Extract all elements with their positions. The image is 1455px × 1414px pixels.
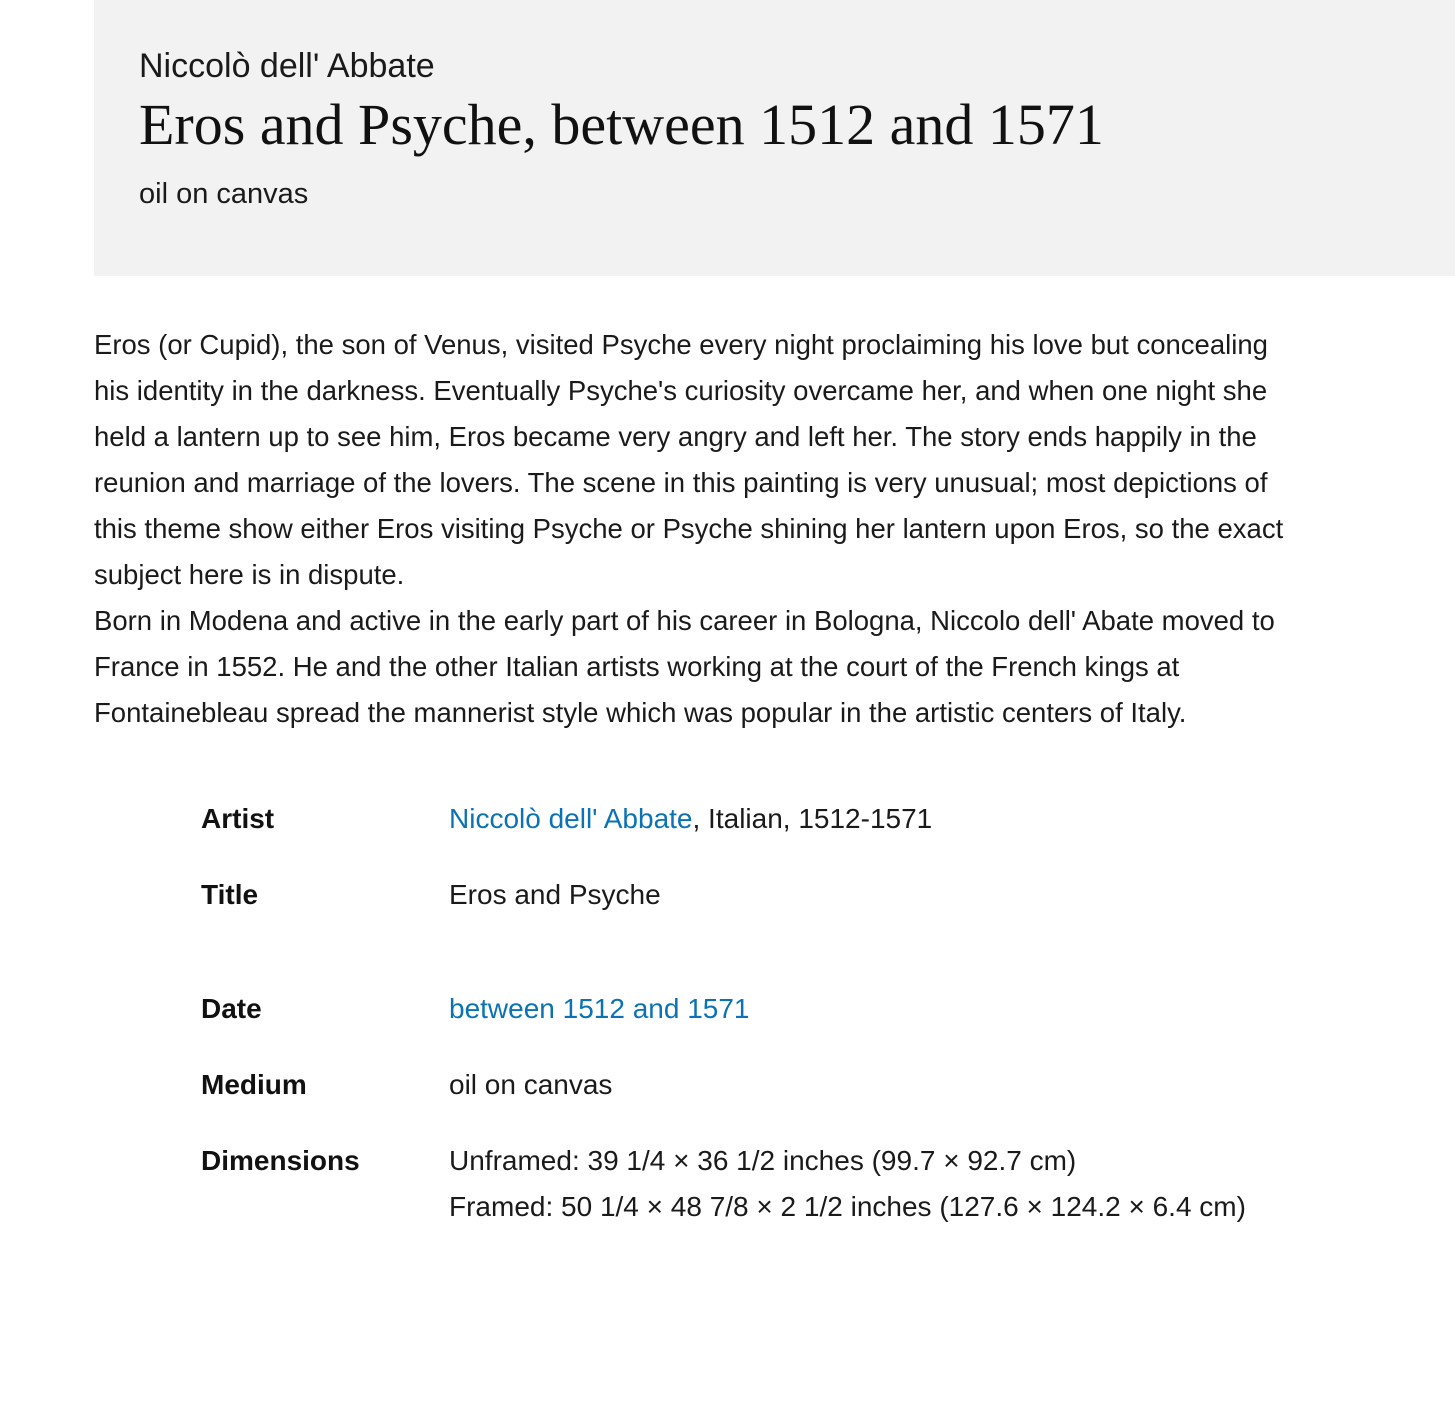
details-row-date: [201, 986, 1301, 1032]
details-row-artist: [201, 796, 1301, 842]
header-artist-name: Niccolò dell' Abbate: [139, 47, 435, 85]
title-value: Eros and Psyche: [449, 879, 661, 910]
artwork-description: [94, 322, 1304, 736]
date-value: [449, 986, 1301, 1032]
dimensions-framed: Framed: 50 1/4 × 48 7/8 × 2 1/2 inches (127.6 × 124.2 × 6.4 cm): [449, 1191, 1246, 1222]
date-label: Date: [201, 993, 262, 1024]
dimensions-label: Dimensions: [201, 1145, 360, 1176]
details-row-dimensions: [201, 1138, 1301, 1230]
artist-link[interactable]: Niccolò dell' Abbate: [449, 803, 693, 834]
details-row-title: [201, 872, 1301, 918]
description-paragraph-2: Born in Modena and active in the early part of his career in Bologna, Niccolo dell' Abate moved to France in 1552. He and the other Italian artists working at the court of the French kings at Fontainebleau spread the mannerist style which was popular in the artistic centers of Italy.: [94, 605, 1275, 728]
artist-value: [449, 796, 1301, 842]
artist-label: Artist: [201, 803, 275, 834]
artwork-details-table: [201, 796, 1301, 1230]
medium-value: oil on canvas: [449, 1069, 613, 1100]
dimensions-value: [449, 1138, 1301, 1230]
details-row-medium: [201, 1062, 1301, 1108]
page-title: Eros and Psyche, between 1512 and 1571: [139, 92, 1104, 157]
dimensions-unframed: Unframed: 39 1/4 × 36 1/2 inches (99.7 × 92.7 cm): [449, 1145, 1077, 1176]
medium-label: Medium: [201, 1069, 307, 1100]
description-paragraph-1: Eros (or Cupid), the son of Venus, visited Psyche every night proclaiming his love but concealing his identity in the darkness. Eventually Psyche's curiosity overcame her, and when one night she held a lantern up to see him, Eros became very angry and left her. The story ends happily in the reunion and marriage of the lovers. The scene in this painting is very unusual; most depictions of this theme show either Eros visiting Psyche or Psyche shining her lantern upon Eros, so the exact subject here is in dispute.: [94, 329, 1284, 590]
date-link[interactable]: between 1512 and 1571: [449, 993, 750, 1024]
artwork-header: [94, 0, 1455, 276]
title-label: Title: [201, 879, 259, 910]
artist-nationality-dates: , Italian, 1512-1571: [692, 803, 933, 834]
header-medium: oil on canvas: [139, 178, 309, 210]
